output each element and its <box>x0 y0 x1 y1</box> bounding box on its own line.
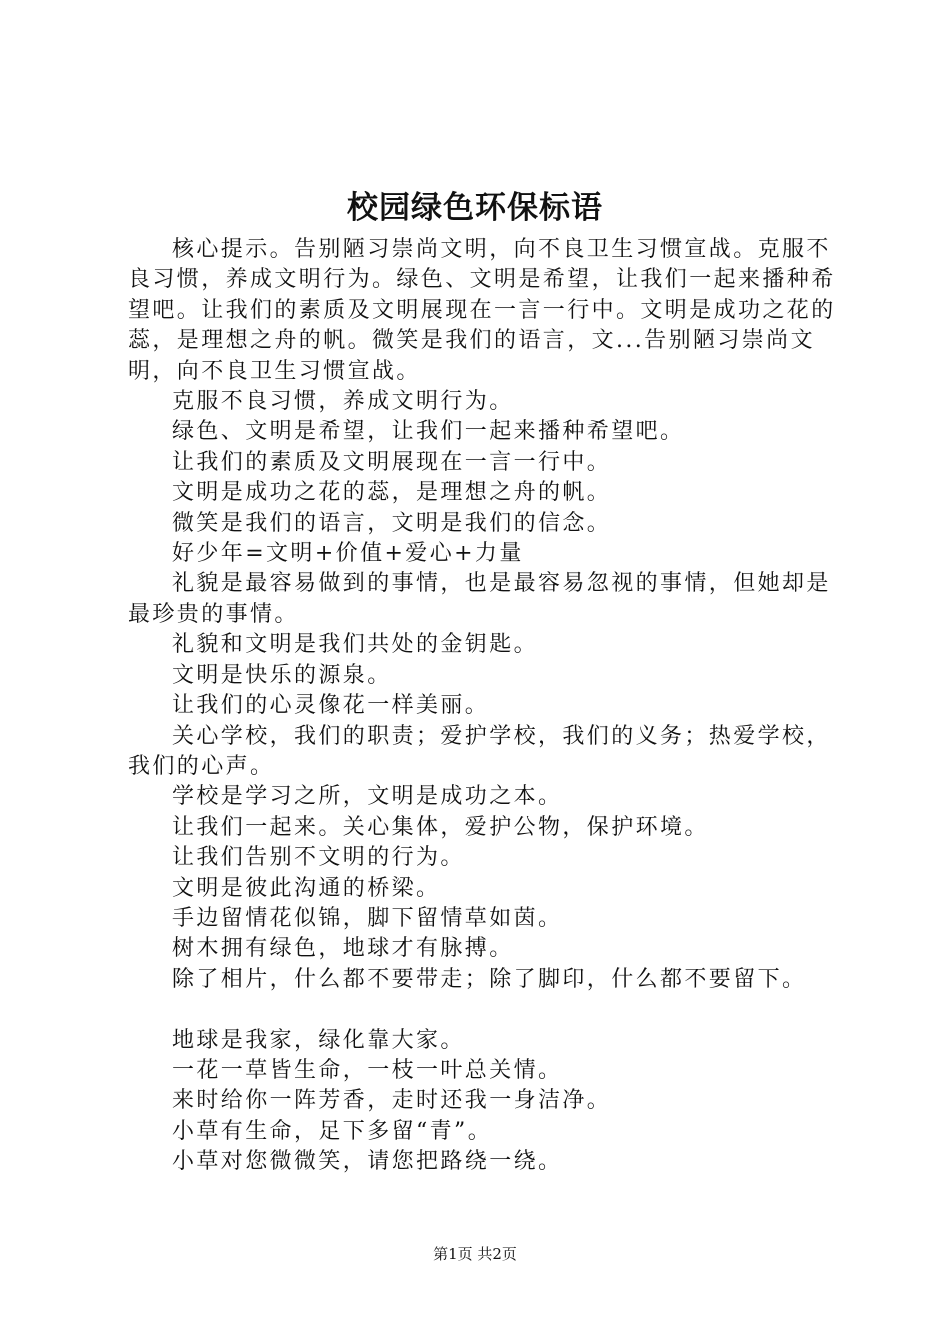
paragraph: 地球是我家，绿化靠大家。 <box>172 1027 465 1053</box>
paragraph: 礼貌和文明是我们共处的金钥匙。 <box>172 632 539 658</box>
paragraph: 小草对您微微笑，请您把路绕一绕。 <box>172 1149 563 1175</box>
paragraph: 礼貌是最容易做到的事情，也是最容易忽视的事情，但她却是最珍贵的事情。 <box>128 571 831 627</box>
page-footer: 第1页 共2页 <box>433 1245 517 1263</box>
paragraph: 文明是成功之花的蕊，是理想之舟的帆。 <box>172 480 612 506</box>
paragraph: 小草有生命，足下多留“青”。 <box>172 1118 493 1144</box>
paragraph: 微笑是我们的语言，文明是我们的信念。 <box>172 510 612 536</box>
paragraph: 一花一草皆生命，一枝一叶总关情。 <box>172 1057 563 1083</box>
paragraph: 好少年=文明+价值+爱心+力量 <box>172 541 524 567</box>
paragraph: 让我们一起来。关心集体，爱护公物，保护环境。 <box>172 814 709 840</box>
paragraph: 克服不良习惯，养成文明行为。 <box>172 389 514 415</box>
paragraph: 文明是彼此沟通的桥梁。 <box>172 875 441 901</box>
paragraph: 让我们的心灵像花一样美丽。 <box>172 693 490 719</box>
paragraph: 关心学校，我们的职责；爱护学校，我们的义务；热爱学校，我们的心声。 <box>128 723 831 779</box>
paragraph: 让我们的素质及文明展现在一言一行中。 <box>172 449 612 475</box>
paragraph: 核心提示。告别陋习崇尚文明，向不良卫生习惯宣战。克服不良习惯，养成文明行为。绿色、文明是希望，让我们一起来播种希望吧。让我们的素质及文明展现在一言一行中。文明是成功之花的蕊，是理想之舟的帆。微笑是我们的语言，文...告别陋习崇尚文明，向不良卫生习惯宣战。 <box>128 237 836 384</box>
blank-line <box>128 995 838 1025</box>
paragraph: 文明是快乐的源泉。 <box>172 662 392 688</box>
paragraph: 手边留情花似锦，脚下留情草如茵。 <box>172 905 563 931</box>
document-body <box>128 235 838 1178</box>
paragraph: 让我们告别不文明的行为。 <box>172 845 465 871</box>
paragraph: 绿色、文明是希望，让我们一起来播种希望吧。 <box>172 419 685 445</box>
document-title: 校园绿色环保标语 <box>347 190 603 226</box>
paragraph: 学校是学习之所，文明是成功之本。 <box>172 784 563 810</box>
paragraph: 来时给你一阵芳香，走时还我一身洁净。 <box>172 1088 612 1114</box>
paragraph: 除了相片，什么都不要带走；除了脚印，什么都不要留下。 <box>172 966 807 992</box>
paragraph: 树木拥有绿色，地球才有脉搏。 <box>172 936 514 962</box>
